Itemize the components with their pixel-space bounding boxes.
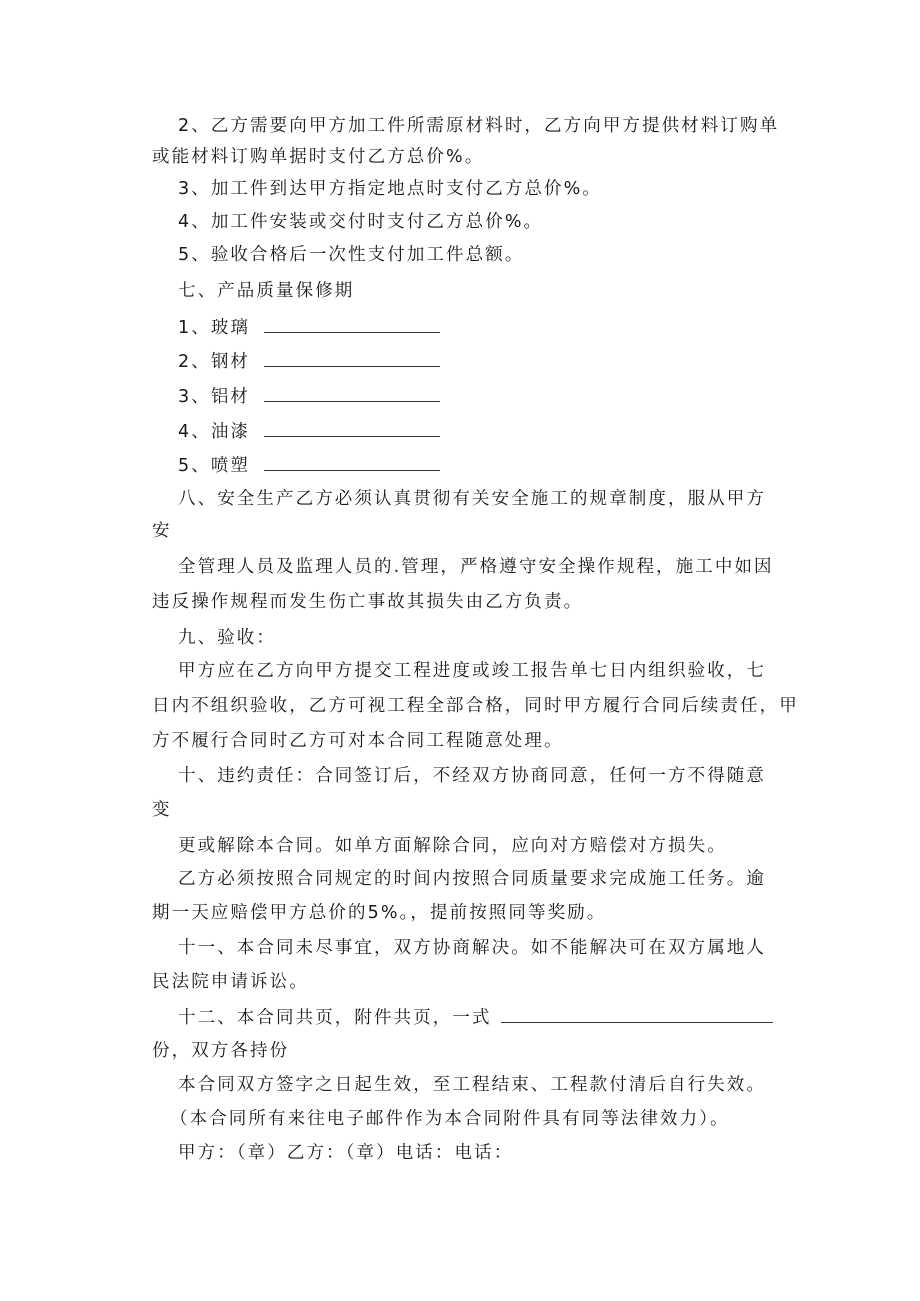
warranty-item-label: 1、玻璃 [178, 318, 251, 338]
warranty-item-label: 2、钢材 [178, 352, 251, 372]
section-10-line-1: 十、违约责任：合同签订后，不经双方协商同意，任何一方不得随意 [178, 766, 766, 786]
section-9-line-2: 日内不组织验收，乙方可视工程全部合格，同时甲方履行合同后续责任，甲 [152, 696, 799, 716]
blank-line [264, 383, 440, 402]
section-9-line-3: 方不履行合同时乙方可对本合同工程随意处理。 [152, 731, 564, 751]
email-attachment-note: （本合同所有来往电子邮件作为本合同附件具有同等法律效力）。 [170, 1109, 730, 1129]
payment-clause-2-line-2: 或能材料订购单据时支付乙方总价%。 [152, 147, 485, 167]
effective-clause: 本合同双方签字之日起生效，至工程结束、工程款付清后自行失效。 [178, 1075, 766, 1095]
warranty-item-aluminum [178, 383, 440, 409]
section-12-line-2: 份，双方各持份 [152, 1041, 290, 1061]
warranty-item-glass [178, 314, 440, 340]
section-10-line-5: 期一天应赔偿甲方总价的5%。，提前按照同等奖励。 [152, 903, 607, 923]
section-7-heading: 七、产品质量保修期 [178, 281, 355, 301]
section-10-line-2: 变 [152, 800, 172, 820]
warranty-item-label: 5、喷塑 [178, 456, 251, 476]
blank-line [501, 1004, 773, 1023]
warranty-item-label: 4、油漆 [178, 422, 251, 442]
section-8-line-1: 八、安全生产乙方必须认真贯彻有关安全施工的规章制度，服从甲方 [178, 489, 766, 509]
section-10-line-3: 更或解除本合同。如单方面解除合同，应向对方赔偿对方损失。 [178, 836, 727, 856]
section-10-line-4: 乙方必须按照合同规定的时间内按照合同质量要求完成施工任务。逾 [178, 869, 766, 889]
section-12-line-1 [178, 1004, 773, 1030]
blank-line [264, 314, 440, 333]
section-12-text: 十二、本合同共页，附件共页，一式 [178, 1008, 492, 1028]
blank-line [264, 452, 440, 471]
warranty-item-paint [178, 418, 440, 444]
payment-clause-3: 3、加工件到达甲方指定地点时支付乙方总价%。 [178, 179, 602, 199]
warranty-item-label: 3、铝材 [178, 387, 251, 407]
blank-line [264, 348, 440, 367]
payment-clause-4: 4、加工件安装或交付时支付乙方总价%。 [178, 212, 544, 232]
section-8-line-2: 安 [152, 521, 172, 541]
section-11-line-2: 民法院申请诉讼。 [152, 972, 309, 992]
signature-line: 甲方：（章）乙方：（章）电话：电话： [178, 1143, 514, 1163]
payment-clause-2-line-1: 2、乙方需要向甲方加工件所需原材料时，乙方向甲方提供材料订购单 [178, 116, 780, 136]
warranty-item-spray [178, 452, 440, 478]
section-11-line-1: 十一、本合同未尽事宜，双方协商解决。如不能解决可在双方属地人 [178, 938, 766, 958]
blank-line [264, 418, 440, 437]
section-9-heading: 九、验收： [178, 628, 276, 648]
section-8-line-3: 全管理人员及监理人员的.管理，严格遵守安全操作规程，施工中如因 [178, 557, 774, 577]
section-9-line-1: 甲方应在乙方向甲方提交工程进度或竣工报告单七日内组织验收，七 [178, 661, 766, 681]
warranty-item-steel [178, 348, 440, 374]
payment-clause-5: 5、验收合格后一次性支付加工件总额。 [178, 245, 525, 265]
section-8-line-4: 违反操作规程而发生伤亡事故其损失由乙方负责。 [152, 592, 584, 612]
